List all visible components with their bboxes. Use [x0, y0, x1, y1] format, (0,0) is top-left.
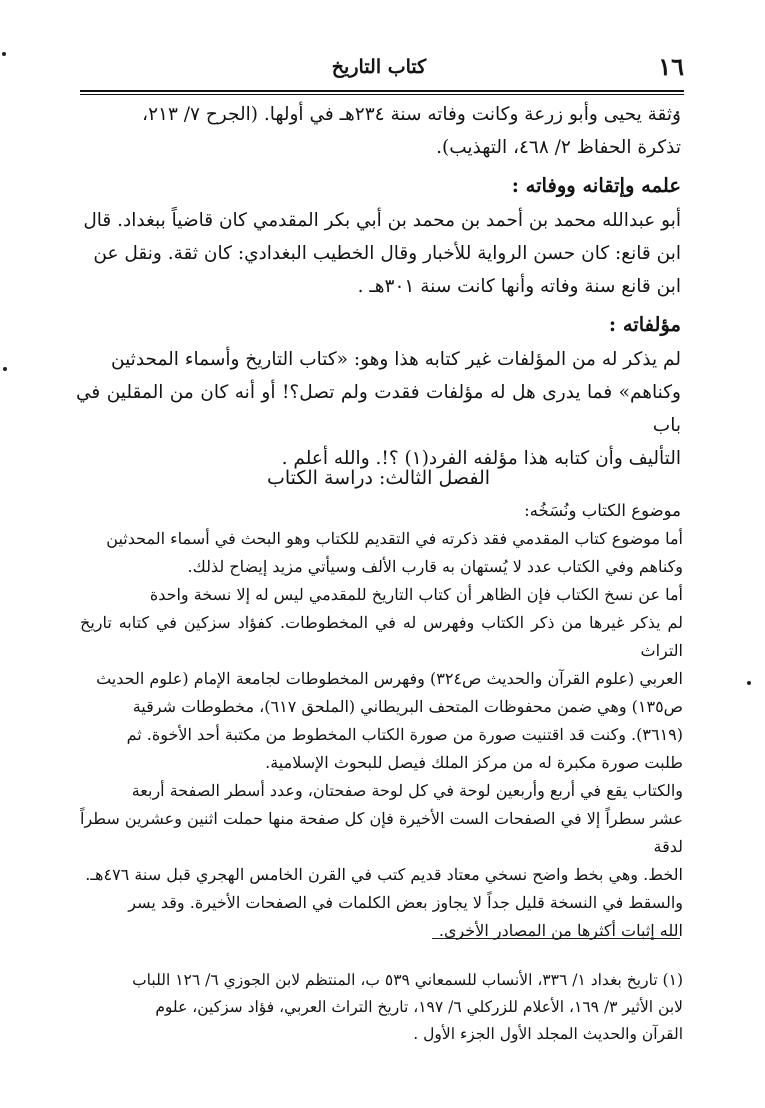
scan-speck: [2, 52, 6, 56]
intro-paragraph: [76, 98, 681, 164]
text-line: أبو عبدالله محمد بن أحمد بن محمد بن أبي بكر المقدمي كان قاضياً ببغداد. قال: [83, 210, 681, 231]
chapter-title: الفصل الثالث: دراسة الكتاب: [266, 467, 491, 489]
text-line: وكناهم وفي الكتاب عدد لا يُستهان به قارب الألف وسيأتي مزيد إيضاح لذلك.: [187, 557, 683, 576]
page-number: ١٦: [658, 52, 684, 81]
study-paragraph: [80, 525, 683, 945]
knowledge-paragraph: [76, 204, 681, 303]
heading-works: مؤلفاته :: [608, 313, 681, 336]
footnote-line: لابن الأثير ٣/ ١٦٩، الأعلام للزركلي ٦/ ١٩٧، تاريخ التراث العربي، فؤاد سزكين، علوم: [155, 998, 683, 1016]
text-line: الخط. وهي بخط واضح نسخي معتاد قديم كتب في القرن الخامس الهجري قبل سنة ٤٧٦هـ.: [85, 865, 683, 884]
text-line: والكتاب يقع في أربع وأربعين لوحة في كل لوحة صفحتان، وعدد أسطر الصفحة أربعة: [131, 781, 683, 800]
header-rule-thick: [80, 90, 684, 92]
scan-speck: [3, 367, 7, 371]
footnote-line: (١) تاريخ بغداد ١/ ٣٣٦، الأنساب للسمعاني ٥٣٩ ب، المنتظم لابن الجوزي ٦/ ١٢٦ اللباب: [132, 971, 683, 989]
footnote-rule: [432, 938, 680, 939]
text-line: العربي (علوم القرآن والحديث ص٣٢٤) وفهرس المخطوطات لجامعة الإمام (علوم الحديث: [96, 669, 683, 688]
header-rule-thin: [80, 94, 684, 95]
text-line: وكناهم» فما يدرى هل له مؤلفات فقدت ولم تصل؟! أو أنه كان من المقلين في باب: [76, 382, 681, 436]
text-line: ابن قانع سنة وفاته وأنها كانت سنة ٣٠١هـ .: [357, 276, 681, 297]
text-line: وثقة يحيى وأبو زرعة وكانت وفاته سنة ٢٣٤هـ في أولها. (الجرح ٧/ ٢١٣،: [142, 104, 681, 125]
text-line: تذكرة الحفاظ ٢/ ٤٦٨، التهذيب).: [436, 137, 681, 158]
footnote-line: القرآن والحديث المجلد الأول الجزء الأول .: [413, 1025, 683, 1043]
text-line: ص١٣٥) وهي ضمن محفوظات المتحف البريطاني (الملحق ٦١٧)، مخطوطات شرقية: [132, 697, 683, 716]
text-line: أما عن نسخ الكتاب فإن الظاهر أن كتاب التاريخ للمقدمي ليس له إلا نسخة واحدة: [149, 585, 683, 604]
text-line: لم يذكر غيرها من ذكر الكتاب وفهرس له في المخطوطات. كفؤاد سزكين في كتابه تاريخ التراث: [80, 613, 683, 660]
scan-speck: [747, 681, 751, 685]
text-line: عشر سطراً إلا في الصفحات الست الأخيرة فإن كل صفحة منها حملت اثنين وعشرين سطراً لدقة: [80, 809, 683, 856]
text-line: ابن قانع: كان حسن الرواية للأخبار وقال الخطيب البغدادي: كان ثقة. ونقل عن: [93, 243, 681, 264]
text-line: والسقط في النسخة قليل جداً لا يجاوز بعض الكلمات في الصفحات الأخيرة. وقد يسر: [128, 893, 683, 912]
text-line: التأليف وأن كتابه هذا مؤلفه الفرد(١) ؟!. والله أعلم .: [281, 448, 681, 469]
works-paragraph: [76, 343, 681, 475]
text-line: الله إثبات أكثرها من المصادر الأخرى.: [438, 921, 683, 940]
running-title: كتاب التاريخ: [331, 56, 427, 78]
text-line: أما موضوع كتاب المقدمي فقد ذكرته في التقديم للكتاب وهو البحث في أسماء المحدثين: [106, 529, 683, 548]
text-line: طلبت صورة مكبرة له من مركز الملك فيصل للبحوث الإسلامية.: [265, 753, 683, 772]
heading-knowledge: علمه وإتقانه ووفاته :: [511, 174, 681, 197]
text-line: لم يذكر له من المؤلفات غير كتابه هذا وهو: «كتاب التاريخ وأسماء المحدثين: [111, 349, 681, 370]
running-header: [74, 52, 684, 92]
subheading-topic: موضوع الكتاب ونُسَخُه:: [524, 501, 681, 520]
footnote: [80, 967, 683, 1048]
text-line: (٣٦١٩). وكنت قد اقتنيت صورة من صورة الكتاب المخطوط من مكتبة أحد الأخوة. ثم: [126, 725, 683, 744]
